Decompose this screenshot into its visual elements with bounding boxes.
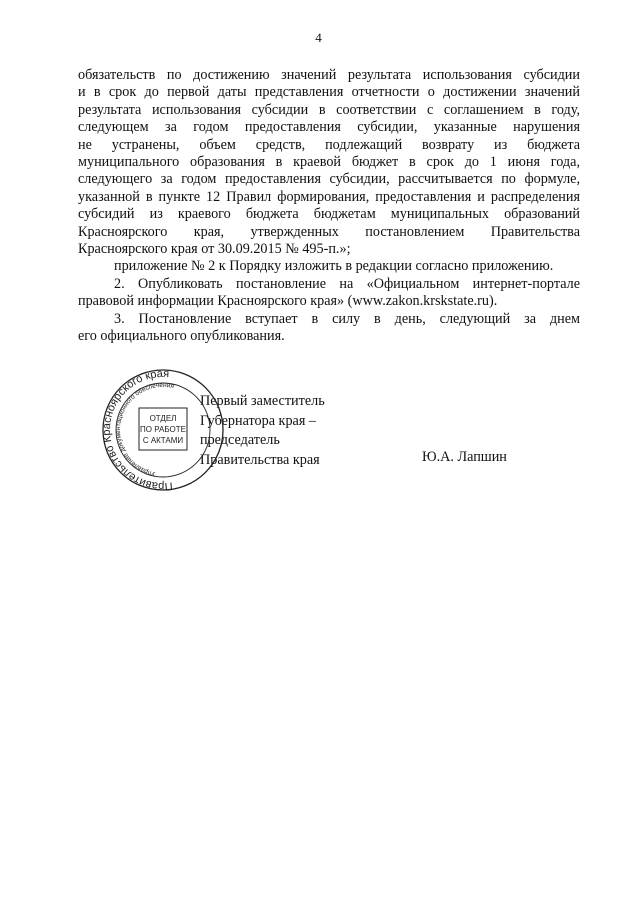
body-line: его официального опубликования. xyxy=(78,328,285,345)
body-line: 2. Опубликовать постановление на «Официальном интернет-портале xyxy=(114,275,580,292)
body-line: результата использования субсидии в соответствии с соглашением в году, xyxy=(78,101,580,118)
body-line: приложение № 2 к Порядку изложить в редакции согласно приложению. xyxy=(114,258,554,275)
stamp-inner-text: Управление документационного обеспечения xyxy=(114,381,175,478)
body-line: не устранены, объем средств, подлежащий возврату из бюджета xyxy=(78,136,580,153)
signature-title-line: Правительства края xyxy=(200,451,320,468)
body-line: следующего за годом предоставления субсидии, рассчитывается по формуле, xyxy=(78,171,580,188)
body-line: субсидий из краевого бюджета бюджетам муниципальных образований xyxy=(78,206,580,223)
stamp-center-line: ОТДЕЛ xyxy=(149,414,177,423)
body-line: Красноярского края, утвержденных постановлением Правительства xyxy=(78,223,580,240)
stamp-center-line: С АКТАМИ xyxy=(142,436,184,445)
stamp-outer-text: Правительство Красноярского края xyxy=(101,368,174,492)
body-line: правовой информации Красноярского края» (www.zakon.krskstate.ru). xyxy=(78,293,498,310)
stamp-center-line: ПО РАБОТЕ xyxy=(140,425,186,434)
signature-title-line: председатель xyxy=(200,432,280,448)
body-line: 3. Постановление вступает в силу в день, следующий за днем xyxy=(114,310,580,327)
body-line: указанной в пункте 12 Правил формирования, предоставления и распределения xyxy=(78,188,580,205)
body-line: и в срок до первой даты представления отчетности о достижении значений xyxy=(78,84,580,101)
signature-title-line: Первый заместитель xyxy=(200,393,325,409)
official-stamp xyxy=(101,368,225,492)
body-line: следующем за годом предоставления субсидии, указанные нарушения xyxy=(78,119,580,136)
body-line: Красноярского края от 30.09.2015 № 495-п.»; xyxy=(78,241,351,258)
signature-title-line: Губернатора края – xyxy=(200,412,317,429)
page-number: 4 xyxy=(315,30,322,45)
body-line: муниципального образования в краевой бюджет в срок до 1 июня года, xyxy=(78,154,580,171)
body-line: обязательств по достижению значений результата использования субсидии xyxy=(78,67,580,83)
document-body xyxy=(78,67,580,346)
signatory-name: Ю.А. Лапшин xyxy=(422,449,507,465)
